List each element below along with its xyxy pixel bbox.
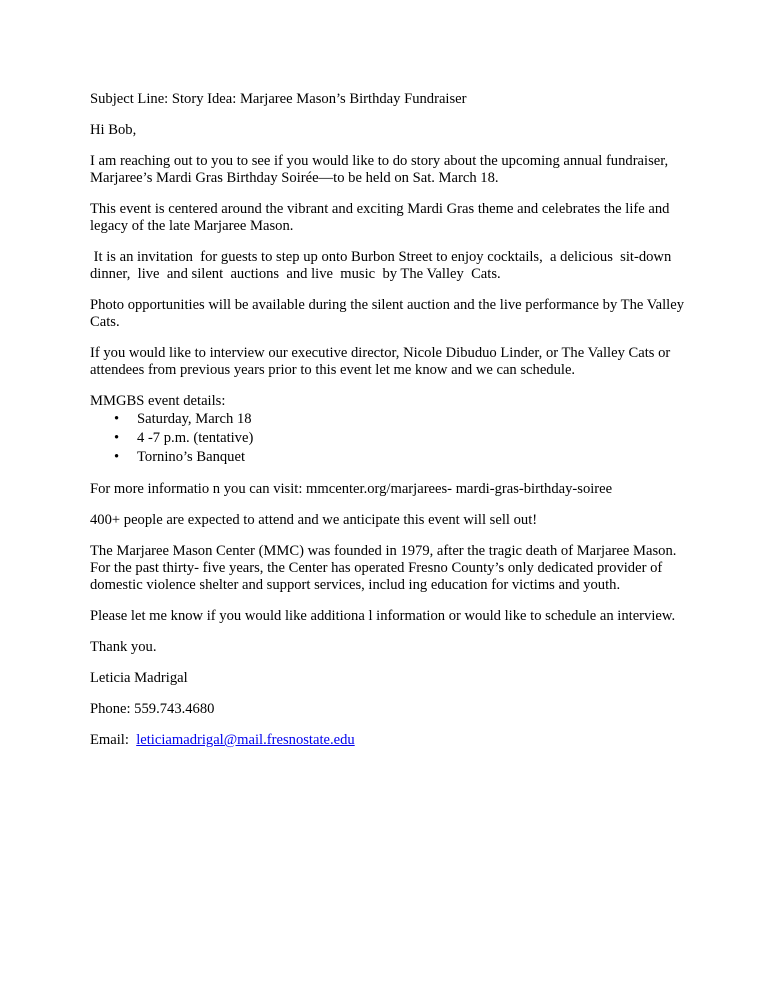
paragraph-intro: I am reaching out to you to see if you would like to do story about the upcoming annual fundraiser, Marjaree’s Mardi Gras Birthday Soirée—to be held on Sat. March 18.	[90, 153, 669, 186]
paragraph-photo: Photo opportunities will be available during the silent auction and the live performance by The Valley Cats.	[90, 297, 685, 330]
paragraph-invitation: It is an invitation for guests to step up onto Burbon Street to enjoy cocktails, a delicious sit-down dinner, live and silent auctions and live music by The Valley Cats.	[90, 249, 675, 282]
signature-name: Leticia Madrigal	[90, 670, 188, 686]
paragraph-interview: If you would like to interview our executive director, Nicole Dibuduo Linder, or The Valley Cats or attendees from previous years prior to this event let me know and we can schedule.	[90, 345, 671, 378]
detail-date: • Saturday, March 18	[137, 410, 690, 429]
subject-line: Subject Line: Story Idea: Marjaree Mason’s Birthday Fundraiser	[90, 91, 467, 107]
greeting: Hi Bob,	[90, 122, 137, 138]
about-mmc: The Marjaree Mason Center (MMC) was founded in 1979, after the tragic death of Marjaree Mason. For the past thirty- five years, the Center has operated Fresno County’s only dedicated provider of domestic violence shelter and support services, includ ing education for victims and youth.	[90, 543, 677, 593]
closing-request: Please let me know if you would like additiona l information or would like to schedule an interview.	[90, 608, 676, 624]
signature-phone: Phone: 559.743.4680	[90, 701, 215, 717]
details-heading: MMGBS event details:	[90, 393, 226, 409]
more-info: For more informatio n you can visit: mmcenter.org/marjarees- mardi-gras-birthday-soiree	[90, 481, 613, 497]
email-label: Email:	[90, 732, 137, 748]
detail-venue: • Tornino’s Banquet	[137, 448, 690, 467]
details-list	[90, 410, 690, 467]
paragraph-theme: This event is centered around the vibrant and exciting Mardi Gras theme and celebrates the life and legacy of the late Marjaree Mason.	[90, 201, 670, 234]
detail-time: • 4 -7 p.m. (tentative)	[137, 429, 690, 448]
signature-email-line	[90, 732, 690, 749]
attendance: 400+ people are expected to attend and we anticipate this event will sell out!	[90, 512, 538, 528]
thanks: Thank you.	[90, 639, 157, 655]
email-link[interactable]: leticiamadrigal@mail.fresnostate.edu	[136, 732, 355, 748]
letter-body	[90, 91, 690, 763]
